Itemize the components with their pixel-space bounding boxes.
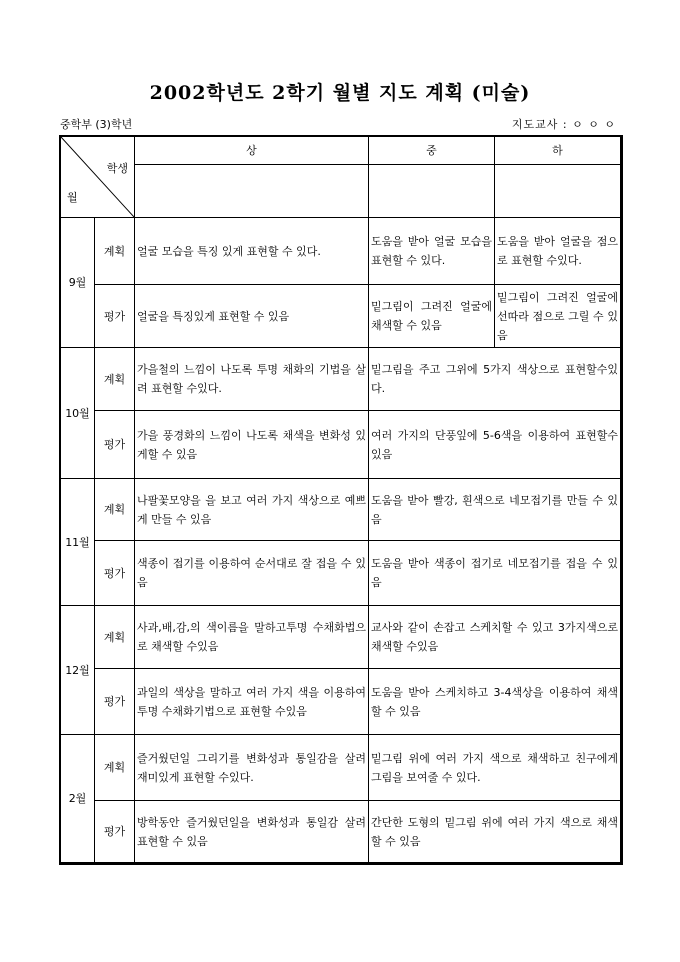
month-label: 월: [67, 191, 78, 204]
eval-mid-low: 간단한 도형의 밑그림 위에 여러 가지 색으로 채색할 수 있음: [369, 801, 621, 863]
month-11-plan-row: [61, 479, 621, 541]
plan-mid: 도움을 받아 얼굴 모습을 표현할 수 있다.: [369, 218, 495, 285]
month-2-plan-row: [61, 735, 621, 801]
plan-low: 도움을 받아 얼굴을 점으로 표현할 수있다.: [495, 218, 621, 285]
month-2-eval-row: [61, 801, 621, 863]
level-high-blank: [135, 165, 369, 218]
level-mid-blank: [369, 165, 495, 218]
month-label-12: 12월: [61, 606, 95, 735]
plan-mid-low: 교사와 같이 손잡고 스케치할 수 있고 3가지색으로 채색할 수있음: [369, 606, 621, 669]
month-label-2: 2월: [61, 735, 95, 863]
month-9-eval-row: [61, 285, 621, 348]
level-mid-header: 중: [369, 137, 495, 165]
plan-mid-low: 밑그림 위에 여러 가지 색으로 채색하고 친구에게 그림을 보여줄 수 있다.: [369, 735, 621, 801]
eval-high: 색종이 접기를 이용하여 순서대로 잘 접을 수 있음: [135, 541, 369, 606]
row-type-plan: 계획: [95, 606, 135, 669]
row-type-plan: 계획: [95, 479, 135, 541]
teacher-label: 지도교사 : ㅇ ㅇ ㅇ: [511, 118, 616, 131]
header-row: [61, 137, 621, 165]
page-title: 2002학년도 2학기 월별 지도 계획 (미술): [149, 82, 531, 104]
eval-mid-low: 도움을 받아 색종이 접기로 네모접기를 접을 수 있음: [369, 541, 621, 606]
month-label-10: 10월: [61, 348, 95, 479]
row-type-eval: 평가: [95, 411, 135, 479]
row-type-eval: 평가: [95, 285, 135, 348]
month-label-9: 9월: [61, 218, 95, 348]
plan-mid-low: 밑그림을 주고 그위에 5가지 색상으로 표현할수있다.: [369, 348, 621, 411]
row-type-plan: 계획: [95, 735, 135, 801]
student-label: 학생: [106, 162, 128, 175]
level-low-header: 하: [495, 137, 621, 165]
plan-table: [60, 136, 621, 863]
level-low-blank: [495, 165, 621, 218]
header-blank-row: [61, 165, 621, 218]
eval-low: 밑그림이 그려진 얼굴에 선따라 점으로 그릴 수 있음: [495, 285, 621, 348]
plan-high: 얼굴 모습을 특징 있게 표현할 수 있다.: [135, 218, 369, 285]
eval-high: 얼굴을 특징있게 표현할 수 있음: [135, 285, 369, 348]
month-12-plan-row: [61, 606, 621, 669]
month-10-plan-row: [61, 348, 621, 411]
row-type-eval: 평가: [95, 541, 135, 606]
eval-mid: 밑그림이 그려진 얼굴에 채색할 수 있음: [369, 285, 495, 348]
month-9-plan-row: [61, 218, 621, 285]
plan-high: 가을철의 느낌이 나도록 투명 채화의 기법을 살려 표현할 수있다.: [135, 348, 369, 411]
row-type-plan: 계획: [95, 348, 135, 411]
plan-high: 즐거웠던일 그리기를 변화성과 통일감을 살려 재미있게 표현할 수있다.: [135, 735, 369, 801]
row-type-eval: 평가: [95, 669, 135, 735]
eval-mid-low: 도움을 받아 스케치하고 3-4색상을 이용하여 채색할 수 있음: [369, 669, 621, 735]
row-type-eval: 평가: [95, 801, 135, 863]
level-high-header: 상: [135, 137, 369, 165]
department-label: 중학부 (3)학년: [60, 118, 133, 131]
plan-high: 사과,배,감,의 색이름을 말하고투명 수채화법으로 채색할 수있음: [135, 606, 369, 669]
eval-mid-low: 여러 가지의 단풍잎에 5-6색을 이용하여 표현할수있음: [369, 411, 621, 479]
eval-high: 과일의 색상을 말하고 여러 가지 색을 이용하여 투명 수채화기법으로 표현할 수있음: [135, 669, 369, 735]
month-10-eval-row: [61, 411, 621, 479]
plan-mid-low: 도움을 받아 빨강, 흰색으로 네모접기를 만들 수 있음: [369, 479, 621, 541]
month-12-eval-row: [61, 669, 621, 735]
eval-high: 가을 풍경화의 느낌이 나도록 채색을 변화성 있게할 수 있음: [135, 411, 369, 479]
plan-high: 나팔꽃모양을 을 보고 여러 가지 색상으로 예쁘게 만들 수 있음: [135, 479, 369, 541]
row-type-plan: 계획: [95, 218, 135, 285]
header-corner: [61, 137, 135, 218]
eval-high: 방학동안 즐거웠던일을 변화성과 통일감 살려 표현할 수 있음: [135, 801, 369, 863]
month-11-eval-row: [61, 541, 621, 606]
month-label-11: 11월: [61, 479, 95, 606]
